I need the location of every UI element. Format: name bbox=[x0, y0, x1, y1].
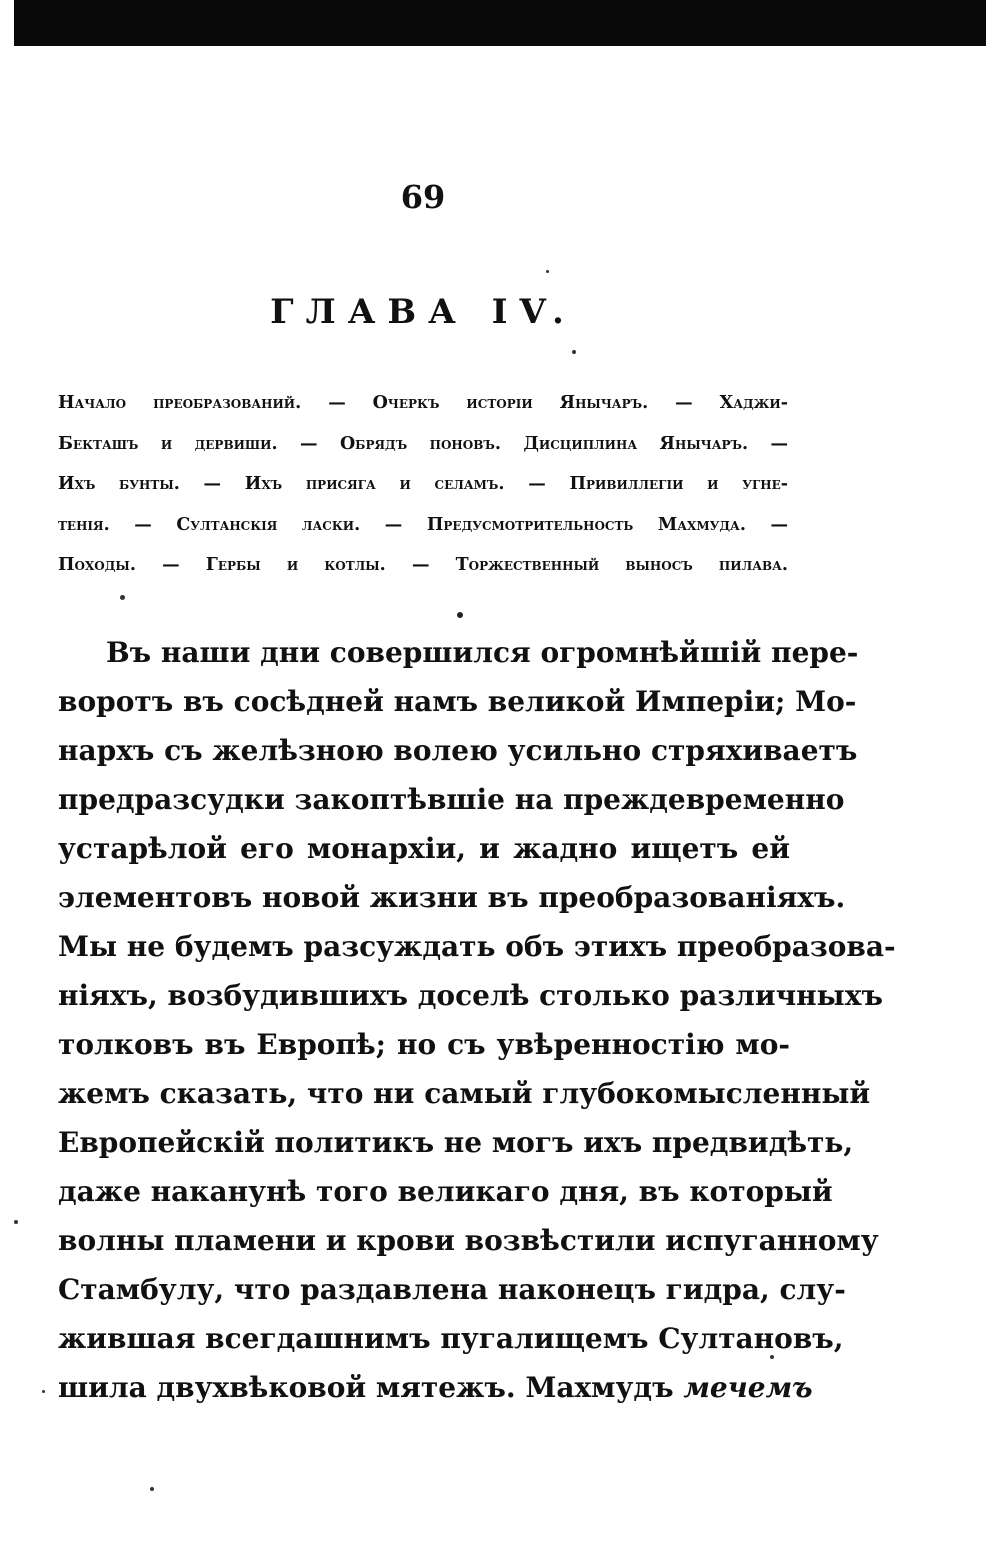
chapter-title: ГЛАВА IV. bbox=[270, 292, 576, 332]
text-line: Въ наши дни совершился огромнѣйшій пере- bbox=[106, 636, 859, 669]
summary-line: Ихъ бунты. — Ихъ присяга и селамъ. — Привиллегіи и угне- bbox=[58, 474, 788, 495]
scan-speck bbox=[572, 350, 576, 354]
chapter-summary bbox=[58, 383, 788, 586]
text-line: предразсудки закоптѣвшіе на преждевременно bbox=[58, 783, 845, 816]
separator-dot bbox=[457, 612, 463, 618]
text-line: Мы не будемъ разсуждать объ этихъ преобразова- bbox=[58, 930, 896, 963]
text-line: толковъ въ Европѣ; но съ увѣренностію мо- bbox=[58, 1028, 790, 1061]
text-line: жившая всегдашнимъ пугалищемъ Султановъ, bbox=[58, 1322, 844, 1355]
summary-line: Бекташъ и дервиши. — Обрядъ поновъ. Дисциплина Янычаръ. — bbox=[58, 433, 788, 454]
scan-speck bbox=[546, 270, 549, 273]
scan-speck bbox=[42, 1390, 45, 1393]
text-line: нархъ съ желѣзною волею усильно стряхиваетъ bbox=[58, 734, 858, 767]
scan-top-border bbox=[14, 0, 986, 46]
text-line: жемъ сказать, что ни самый глубокомысленный bbox=[58, 1077, 871, 1110]
text-line-last-italic: мечемъ bbox=[683, 1371, 813, 1404]
text-line-last bbox=[58, 1363, 813, 1412]
summary-line: тенія. — Султанскія ласки. — Предусмотрительность Махмуда. — bbox=[58, 514, 788, 535]
text-line: воротъ въ сосѣдней намъ великой Имперіи; Мо- bbox=[58, 685, 857, 718]
scan-speck bbox=[770, 1355, 774, 1359]
page-number: 69 bbox=[400, 178, 446, 216]
scan-speck bbox=[150, 1487, 154, 1491]
text-line: Европейскій политикъ не могъ ихъ предвидѣть, bbox=[58, 1126, 854, 1159]
text-line: элементовъ новой жизни въ преобразованіяхъ. bbox=[58, 881, 846, 914]
scan-speck bbox=[14, 1220, 18, 1224]
text-line-last-plain: шила двухвѣковой мятежъ. Махмудъ bbox=[58, 1371, 674, 1404]
text-line: ніяхъ, возбудившихъ доселѣ столько различныхъ bbox=[58, 979, 883, 1012]
body-text bbox=[58, 628, 896, 1412]
text-line: Стамбулу, что раздавлена наконецъ гидра, слу- bbox=[58, 1273, 846, 1306]
summary-line: Походы. — Гербы и котлы. — Торжественный выносъ пилава. bbox=[58, 555, 788, 576]
scan-speck bbox=[120, 595, 125, 600]
text-line: волны пламени и крови возвѣстили испуганному bbox=[58, 1224, 879, 1257]
text-line: даже наканунѣ того великаго дня, въ который bbox=[58, 1175, 833, 1208]
summary-line: Начало преобразований. — Очеркъ исторіи Янычаръ. — Хаджи- bbox=[58, 393, 788, 413]
text-line: устарѣлой его монархіи, и жадно ищетъ ей bbox=[58, 832, 790, 865]
